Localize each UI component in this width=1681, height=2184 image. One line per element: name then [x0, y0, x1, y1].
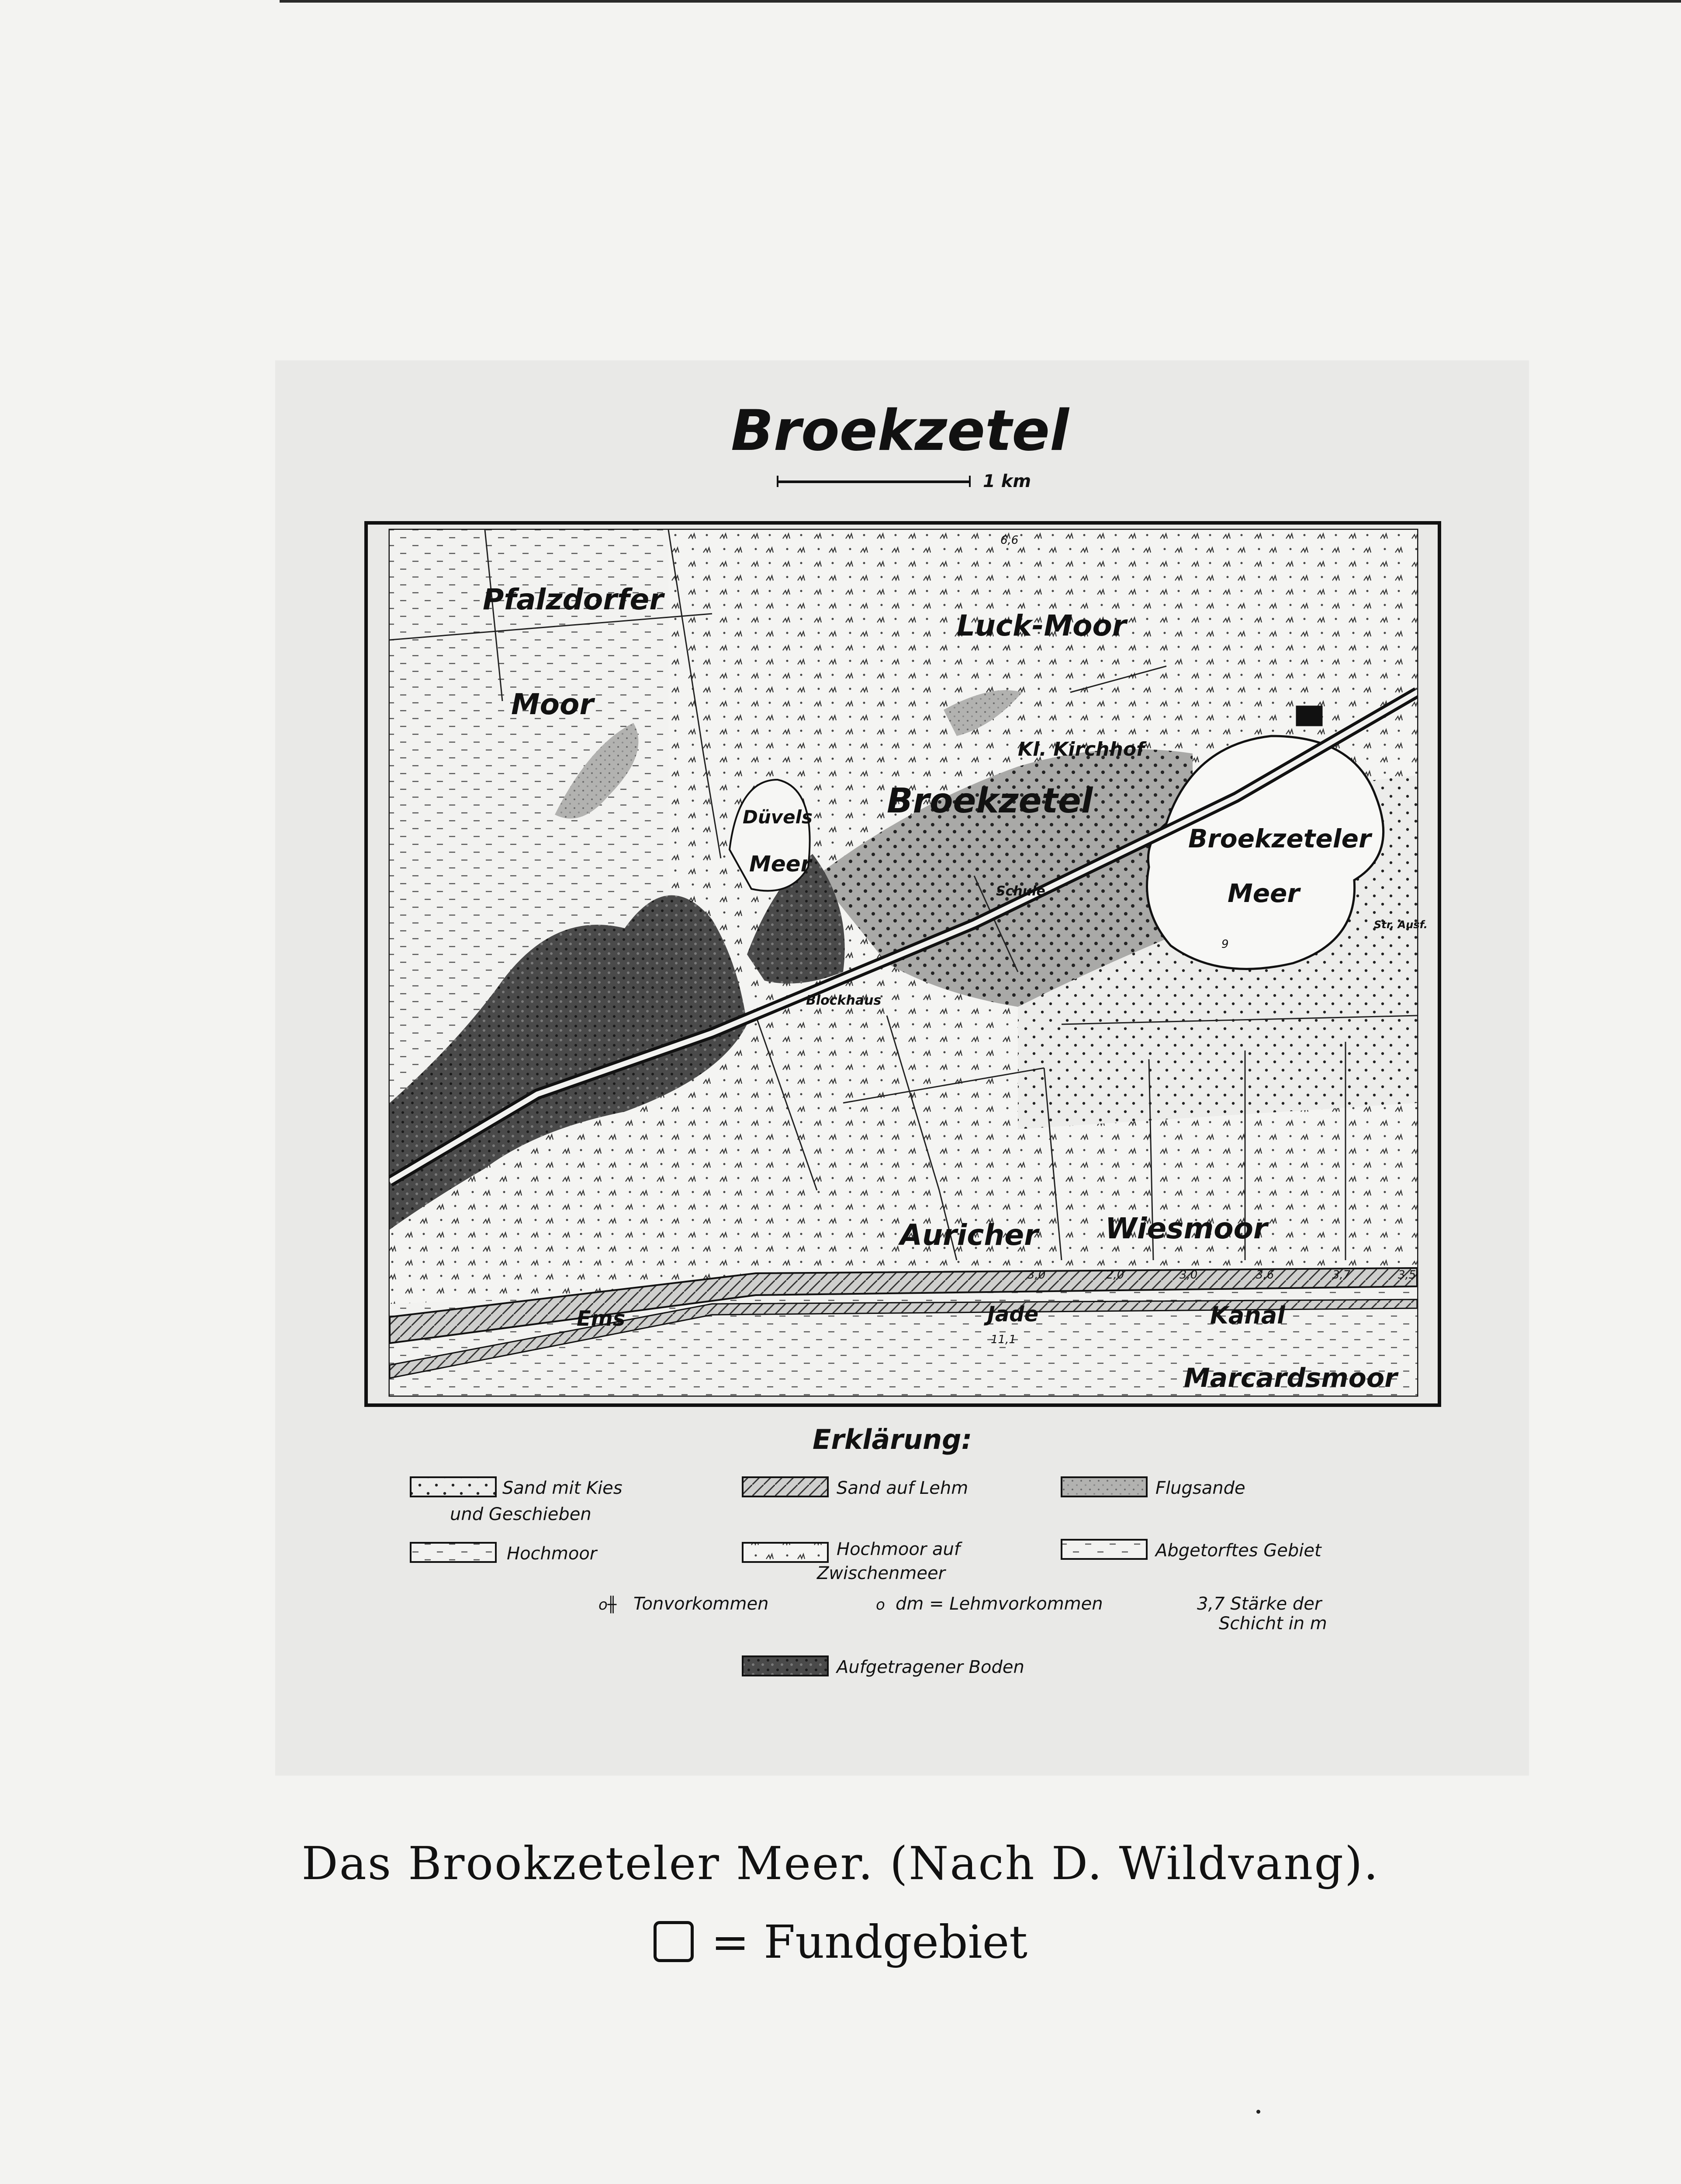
- label-auricher: Auricher: [900, 1218, 1038, 1252]
- map-figure: [275, 360, 1529, 1776]
- label-jade: Jade: [987, 1302, 1039, 1327]
- depth-label: 3,5: [1398, 1268, 1416, 1282]
- legend-label-staerke: 3,7 Stärke der: [1197, 1594, 1322, 1614]
- depth-label: 9: [1221, 938, 1229, 951]
- label-kanal: Kanal: [1210, 1302, 1285, 1329]
- label-meer-small: Meer: [749, 851, 812, 877]
- legend-swatch-sand-lehm: [743, 1477, 828, 1496]
- legend-symbol-icon: o╫: [598, 1596, 617, 1614]
- depth-label: 2,0: [1106, 1268, 1124, 1282]
- depth-label: 6,6: [1000, 534, 1019, 547]
- legend-swatch-abgetorft: [1062, 1540, 1147, 1559]
- legend-label-sand-kies-2: und Geschieben: [450, 1504, 591, 1524]
- label-luck-moor: Luck-Moor: [957, 609, 1127, 643]
- label-broekzeteler: Broekzeteler: [1188, 824, 1371, 854]
- label-schule: Schule: [996, 884, 1045, 899]
- figure-caption-legend: [0, 1915, 1681, 1969]
- label-blockhaus: Blockhaus: [806, 993, 882, 1008]
- scale-label: 1 km: [983, 471, 1031, 491]
- legend-label-sand-lehm: Sand auf Lehm: [837, 1478, 968, 1498]
- fundgebiet-box-icon: [654, 1921, 694, 1962]
- map-title: Broekzetel: [731, 398, 1069, 463]
- label-broekzetel-village: Broekzetel: [887, 781, 1093, 821]
- fundgebiet-marker: [1297, 706, 1322, 726]
- legend-swatch-zwischenmeer: [743, 1543, 828, 1562]
- legend-label-zwischenmeer: Hochmoor auf: [837, 1539, 960, 1559]
- speck-mark: [1256, 2110, 1260, 2114]
- legend-swatch-flugsande: [1062, 1477, 1147, 1496]
- depth-label: 3,6: [1256, 1268, 1274, 1282]
- scale-bar: [778, 476, 970, 487]
- legend-heading: Erklärung:: [813, 1424, 972, 1455]
- legend-label-lehmvorkommen: dm = Lehmvorkommen: [896, 1594, 1103, 1614]
- label-meer-big: Meer: [1228, 878, 1300, 908]
- depth-label: 3,7: [1332, 1268, 1351, 1282]
- legend-swatch-hochmoor: [411, 1543, 496, 1562]
- map-area: [390, 530, 1417, 1396]
- legend-symbol-icon: o: [876, 1596, 885, 1614]
- figure-caption: Das Brookzeteler Meer. (Nach D. Wildvang).: [301, 1837, 1380, 1890]
- label-ems: Ems: [577, 1306, 626, 1331]
- legend-label-hochmoor: Hochmoor: [507, 1544, 597, 1564]
- legend-label-staerke-2: Schicht in m: [1219, 1614, 1327, 1634]
- legend-label-sand-kies: Sand mit Kies: [502, 1478, 623, 1498]
- depth-label: 3,0: [1027, 1268, 1046, 1282]
- label-kirchhof: Kl. Kirchhof: [1018, 738, 1145, 760]
- legend-label-aufgetragen: Aufgetragener Boden: [837, 1657, 1024, 1677]
- legend-label-abgetorft: Abgetorftes Gebiet: [1155, 1541, 1321, 1561]
- legend-label-flugsande: Flugsande: [1155, 1478, 1245, 1498]
- top-edge-line: [280, 0, 1681, 3]
- label-marcardsmoor: Marcardsmoor: [1184, 1363, 1397, 1393]
- legend-swatch-aufgetragen: [743, 1656, 828, 1676]
- label-str-ausf: Str. Ausf.: [1374, 919, 1428, 931]
- depth-label: 3,0: [1179, 1268, 1198, 1282]
- legend-label-tonvorkommen: Tonvorkommen: [633, 1594, 769, 1614]
- legend-swatch-sand-kies: [411, 1477, 496, 1496]
- fundgebiet-label: = Fundgebiet: [711, 1915, 1028, 1969]
- label-wiesmoor: Wiesmoor: [1105, 1212, 1268, 1245]
- map-plate: [275, 360, 1529, 1776]
- depth-label: 11,1: [991, 1333, 1016, 1346]
- label-pfalzdorfer: Pfalzdorfer: [483, 583, 664, 616]
- label-moor: Moor: [511, 688, 594, 721]
- legend-label-zwischenmeer-2: Zwischenmeer: [817, 1563, 946, 1583]
- label-duevels: Düvels: [743, 806, 813, 828]
